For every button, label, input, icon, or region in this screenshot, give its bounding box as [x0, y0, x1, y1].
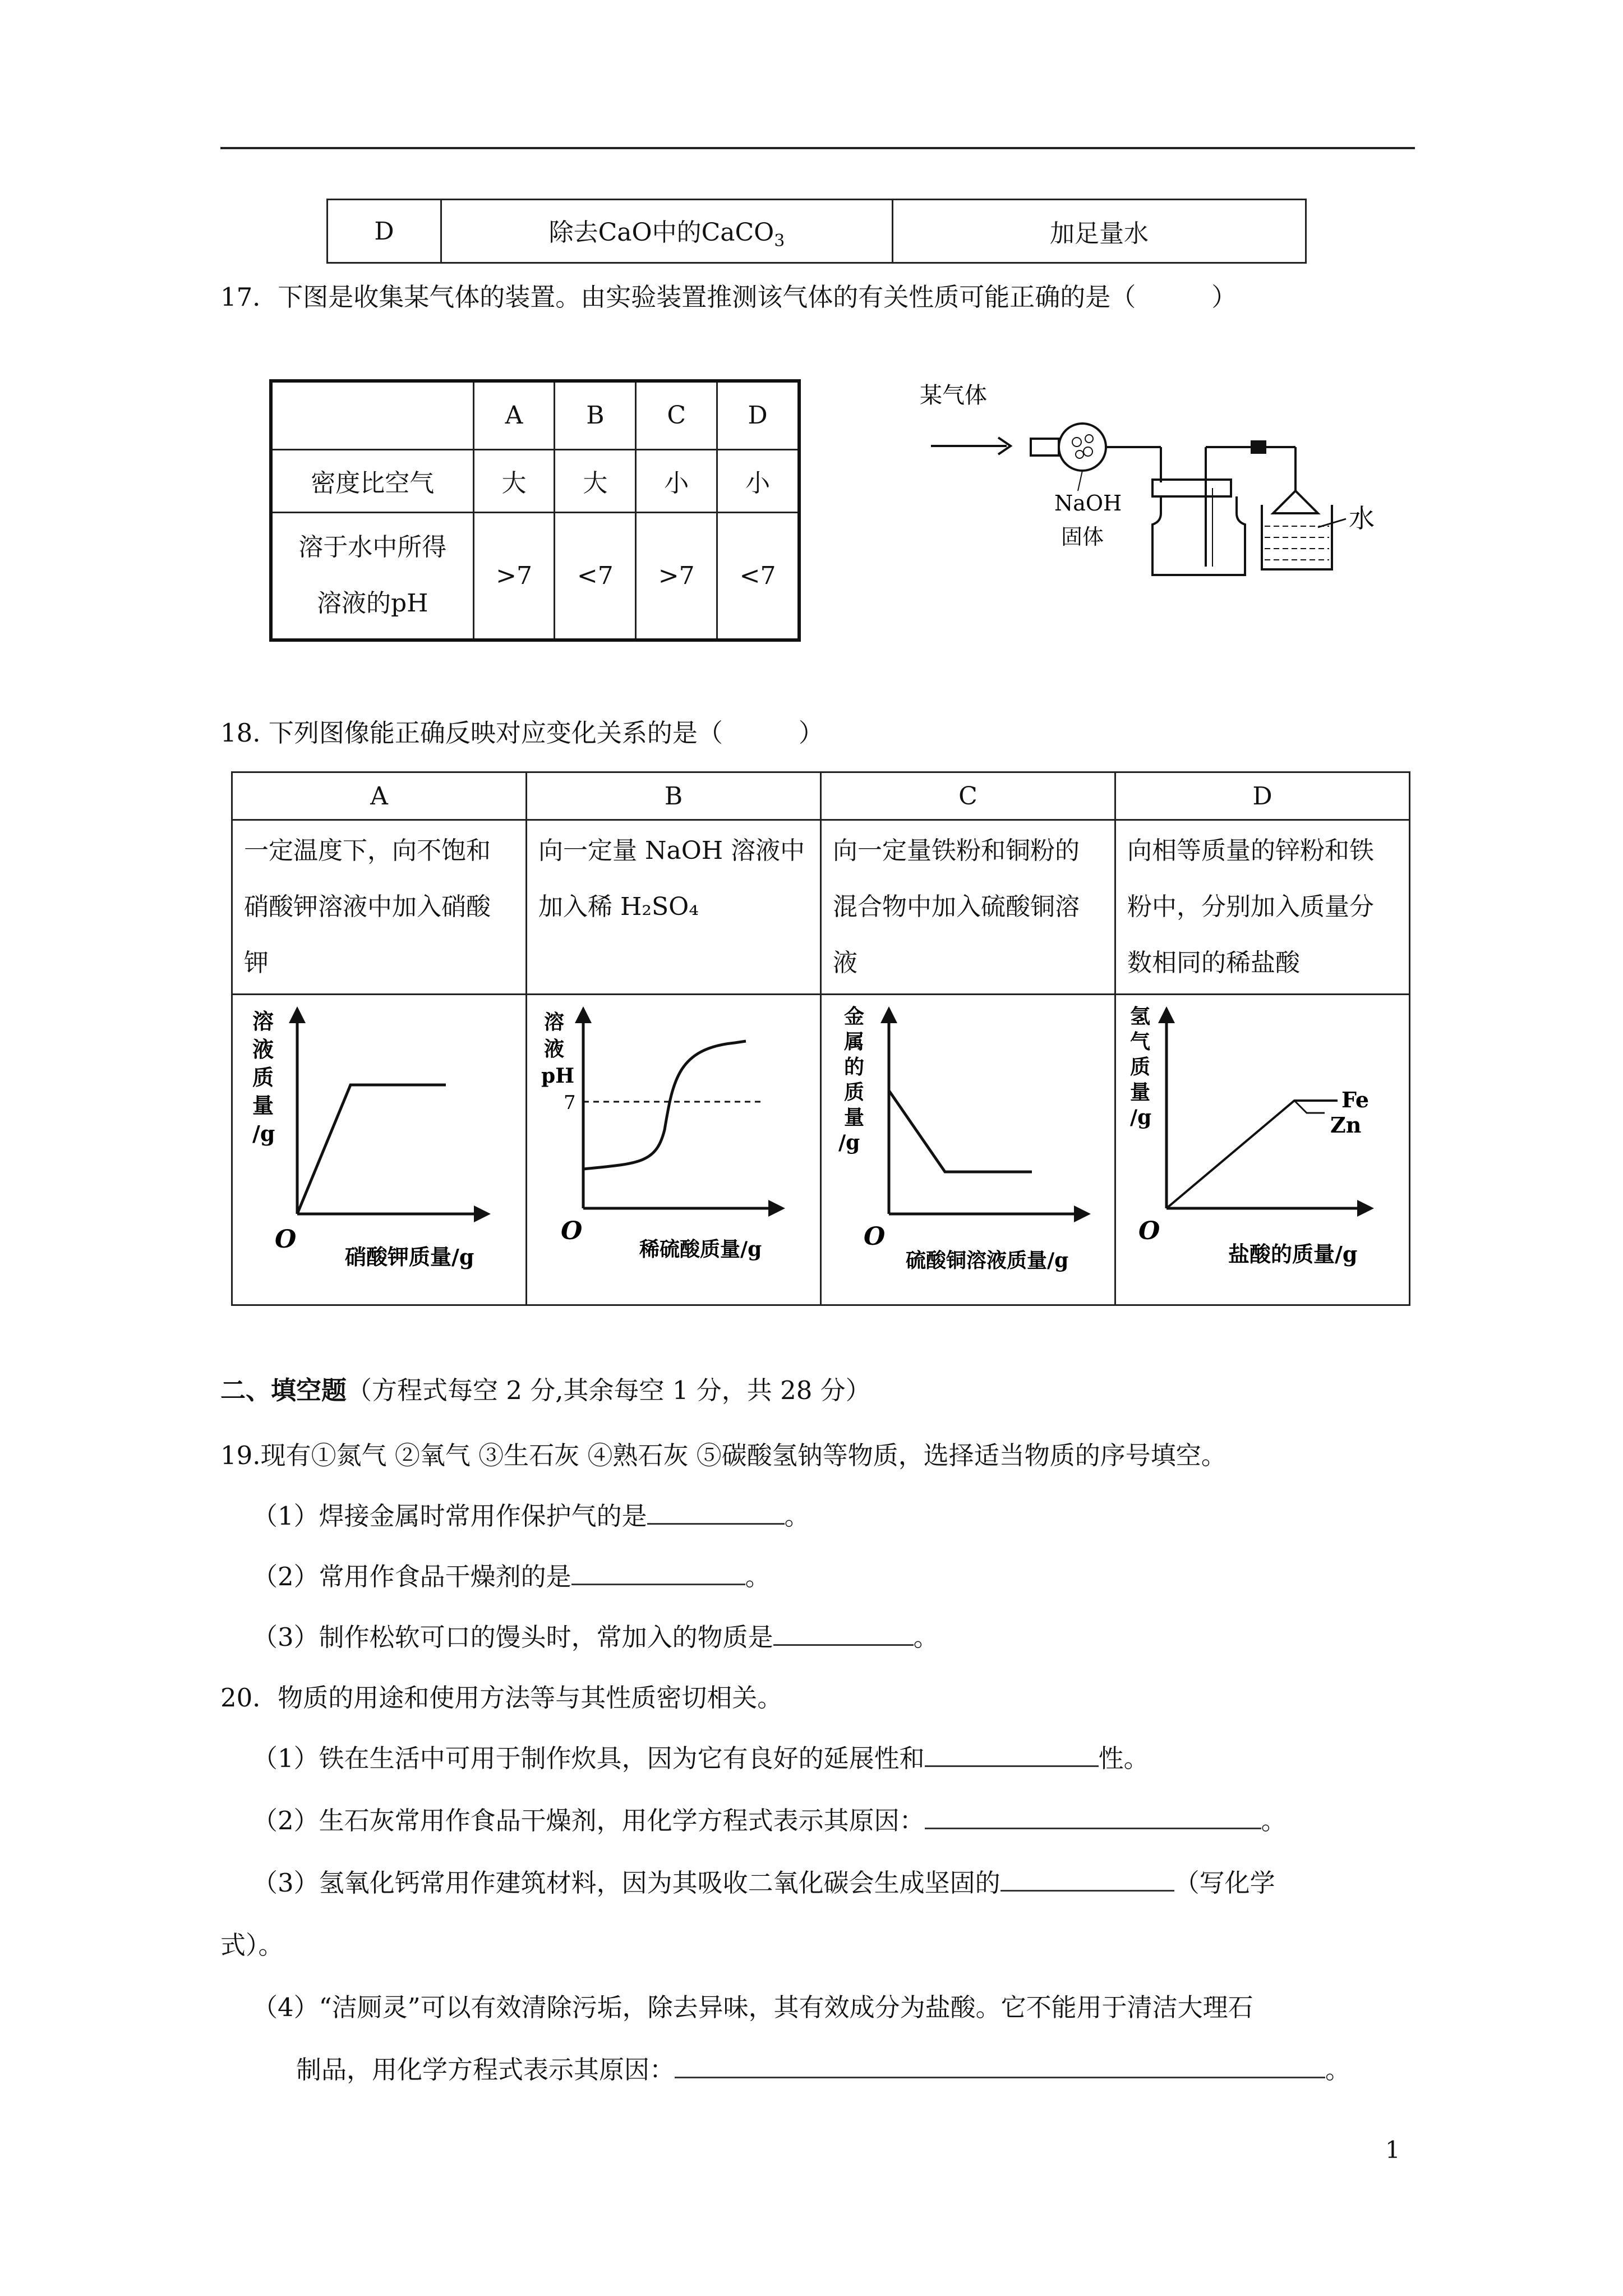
svg-text:气: 气 — [1130, 1030, 1151, 1053]
svg-text:盐酸的质量/g: 盐酸的质量/g — [1228, 1241, 1358, 1267]
svg-text:7: 7 — [564, 1092, 576, 1114]
water-label: 水 — [1349, 503, 1375, 533]
svg-text:pH: pH — [541, 1064, 575, 1088]
svg-text:量: 量 — [844, 1106, 865, 1129]
svg-text:氢: 氢 — [1130, 1005, 1151, 1028]
solid-label: 固体 — [1061, 524, 1104, 549]
q16-method: 加足量水 — [893, 200, 1306, 263]
svg-text:量: 量 — [1130, 1080, 1151, 1104]
svg-text:质: 质 — [1130, 1055, 1151, 1079]
table-row — [328, 200, 1306, 263]
svg-text:O: O — [275, 1225, 297, 1254]
svg-text:属: 属 — [844, 1030, 865, 1053]
q20-part3: （3）氢氧化钙常用作建筑材料，因为其吸收二氧化碳会生成坚固的 （写化学 — [252, 1866, 1275, 1900]
chart-c — [822, 995, 1114, 1298]
q19-stem: 19.现有①氮气 ②氧气 ③生石灰 ④熟石灰 ⑤碳酸氢钠等物质，选择适当物质的序号填空。 — [220, 1441, 1227, 1470]
series-fe-label: Fe — [1341, 1087, 1370, 1112]
q18-stem: 18. 下列图像能正确反映对应变化关系的是（ ） — [220, 718, 824, 748]
q16-table — [326, 199, 1307, 264]
svg-text:液: 液 — [252, 1037, 274, 1062]
chart-a — [233, 995, 525, 1298]
series-zn-label: Zn — [1330, 1112, 1362, 1138]
q18-table — [231, 771, 1410, 1306]
table-row: 密度比空气 大 大 小 小 — [271, 449, 799, 512]
q16-letter: D — [328, 200, 441, 263]
svg-text:O: O — [864, 1222, 886, 1251]
table-row: 一定温度下，向不饱和硝酸钾溶液中加入硝酸钾 向一定量 NaOH 溶液中加入稀 H₂SO₄ 向一定量铁粉和铜粉的混合物中加入硫酸铜溶液 向相等质量的锌粉和铁粉中，分别加入质量分数相同的稀盐酸 — [232, 820, 1410, 995]
svg-text:金: 金 — [844, 1005, 865, 1028]
svg-text:溶: 溶 — [252, 1009, 274, 1034]
section-2-title: 二、填空题（方程式每空 2 分,其余每空 1 分，共 28 分） — [220, 1375, 871, 1405]
q16-task: 除去CaO中的CaCO$_3$ — [441, 200, 893, 263]
q20-part1: （1）铁在生活中可用于制作炊具，因为它有良好的延展性和 性。 — [252, 1742, 1149, 1775]
q19-part2: （2）常用作食品干燥剂的是 。 — [252, 1560, 771, 1594]
svg-text:质: 质 — [252, 1065, 274, 1090]
svg-text:量: 量 — [252, 1093, 274, 1118]
svg-text:/g: /g — [252, 1121, 275, 1146]
header-rule — [220, 147, 1415, 149]
naoh-label: NaOH — [1054, 491, 1122, 516]
q20-part3-cont: 式）。 — [220, 1930, 284, 1960]
table-row: A B C D — [232, 772, 1410, 820]
svg-text:硫酸铜溶液质量/g: 硫酸铜溶液质量/g — [906, 1249, 1069, 1272]
svg-text:/g: /g — [838, 1131, 860, 1154]
chart-b — [527, 995, 820, 1298]
svg-text:的: 的 — [844, 1055, 865, 1079]
gas-collection-apparatus — [914, 376, 1419, 589]
svg-text:O: O — [1138, 1217, 1160, 1245]
chart-d — [1116, 995, 1409, 1298]
svg-text:稀硫酸质量/g: 稀硫酸质量/g — [639, 1237, 762, 1261]
svg-text:/g: /g — [1130, 1106, 1152, 1129]
q19-part3: （3）制作松软可口的馒头时，常加入的物质是 。 — [252, 1621, 939, 1654]
q20-stem: 20．物质的用途和使用方法等与其性质密切相关。 — [220, 1683, 783, 1713]
q20-part2: （2）生石灰常用作食品干燥剂，用化学方程式表示其原因： 。 — [252, 1804, 1287, 1838]
q17-stem: 17．下图是收集某气体的装置。由实验装置推测该气体的有关性质可能正确的是（ ） — [220, 282, 1237, 312]
svg-text:溶: 溶 — [544, 1010, 565, 1034]
svg-text:液: 液 — [544, 1037, 565, 1061]
q20-part4-cont: 制品，用化学方程式表示其原因： 。 — [296, 2053, 1350, 2087]
svg-text:硝酸钾质量/g: 硝酸钾质量/g — [345, 1244, 474, 1269]
q19-part1: （1）焊接金属时常用作保护气的是 。 — [252, 1499, 810, 1533]
q20-part4: （4）“洁厕灵”可以有效清除污垢，除去异味，其有效成分为盐酸。它不能用于清洁大理石 — [252, 1993, 1253, 2022]
svg-text:质: 质 — [844, 1080, 865, 1104]
table-row: A B C D — [271, 381, 799, 449]
table-row: 溶于水中所得 溶液的pH >7 <7 >7 <7 — [271, 512, 799, 640]
gas-label: 某气体 — [920, 383, 987, 408]
svg-text:O: O — [561, 1217, 583, 1245]
q17-table — [269, 379, 801, 642]
page-number: 1 — [1385, 2136, 1400, 2164]
table-row — [232, 995, 1410, 1305]
